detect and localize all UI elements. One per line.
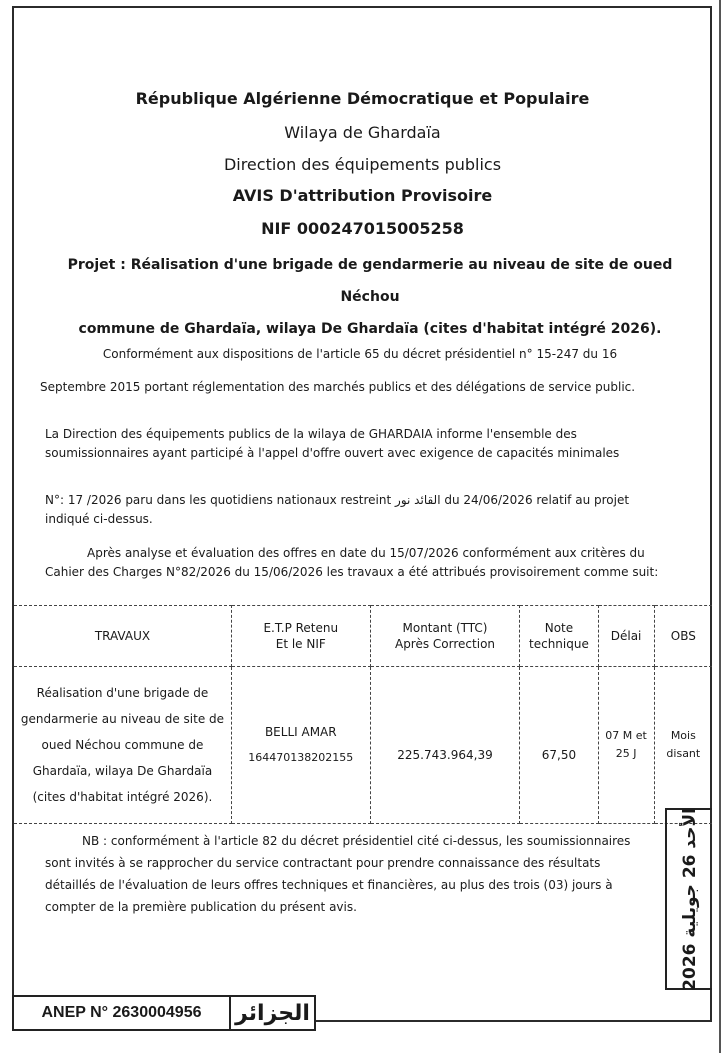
travaux-line-1: Réalisation d'une brigade de	[36, 686, 209, 700]
travaux-line-3: oued Néchou commune de	[41, 738, 204, 752]
header-montant-line-1: Montant (TTC)	[402, 621, 488, 635]
direction-title: Direction des équipements publics	[223, 155, 502, 174]
publication-date-box	[665, 808, 712, 990]
paragraph-publication	[45, 489, 665, 531]
nb-line-3: détaillés de l'évaluation de leurs offres techniques et financières, au plus des trois (03) jours à	[45, 878, 613, 892]
cell-obs	[654, 667, 712, 824]
newspaper-name-arabic: القائد نور	[395, 493, 441, 507]
cell-note: 67,50	[520, 667, 598, 824]
header-note-line-2: technique	[529, 637, 589, 651]
paragraph-legal-basis	[40, 343, 680, 399]
cell-montant: 225.743.964,39	[370, 667, 520, 824]
project-line-2: commune de Ghardaïa, wilaya De Ghardaïa (cites d'habitat intégré 2026).	[78, 321, 662, 337]
table-header-row	[14, 606, 712, 667]
newspaper-logo-text: الجزائر	[235, 1000, 310, 1026]
header-etp-line-2: Et le NIF	[275, 637, 326, 651]
nb-line-2: sont invités à se rapprocher du service contractant pour prendre connaissance des résultats	[45, 856, 601, 870]
table-row	[14, 667, 712, 824]
publication-date-arabic: الأحد 26 جويلية 2026	[679, 807, 700, 991]
obs-line-1: Mois	[670, 729, 696, 742]
delai-line-2: 25 J	[615, 747, 637, 760]
header-note-line-1: Note	[544, 621, 574, 635]
paragraph-3-line-2: indiqué ci-dessus.	[45, 512, 153, 526]
paragraph-1-line-1: Conformément aux dispositions de l'article 65 du décret présidentiel n° 15-247 du 16	[102, 347, 618, 361]
header-etp-line-1: E.T.P Retenu	[263, 621, 339, 635]
republic-title: République Algérienne Démocratique et Populaire	[135, 89, 590, 108]
header-montant	[370, 606, 520, 667]
etp-name: BELLI AMAR	[264, 725, 337, 739]
header-etp	[231, 606, 370, 667]
header-note	[520, 606, 598, 667]
paragraph-4-line-1: Après analyse et évaluation des offres en date du 15/07/2026 conformément aux critères du	[87, 546, 645, 560]
project-description	[60, 249, 680, 345]
paragraph-2-line-2: soumissionnaires ayant participé à l'appel d'offre ouvert avec exigence de capacités minimales	[45, 446, 620, 460]
award-table	[14, 605, 712, 824]
paragraph-3-part-2: du 24/06/2026 relatif au projet	[444, 493, 630, 507]
cell-etp	[231, 667, 370, 824]
obs-line-2: disant	[666, 747, 701, 760]
wilaya-title: Wilaya de Ghardaïa	[284, 123, 441, 142]
paragraph-4-line-2: Cahier des Charges N°82/2026 du 15/06/2026 les travaux a été attribués provisoirement comme suit:	[45, 565, 659, 579]
anep-reference: ANEP N° 2630004956	[12, 995, 231, 1031]
paragraph-1-line-2: Septembre 2015 portant réglementation des marchés publics et des délégations de service public.	[40, 380, 636, 394]
paragraph-evaluation	[45, 542, 670, 584]
notice-title: AVIS D'attribution Provisoire	[232, 186, 493, 205]
travaux-line-4: Ghardaïa, wilaya De Ghardaïa	[32, 764, 213, 778]
project-line-1: Projet : Réalisation d'une brigade de gendarmerie au niveau de site de oued Néchou	[67, 257, 673, 305]
cell-travaux	[14, 667, 231, 824]
header-obs: OBS	[654, 606, 712, 667]
header-delai: Délai	[598, 606, 654, 667]
nb-note	[45, 830, 660, 918]
nb-line-1: NB : conformément à l'article 82 du décret présidentiel cité ci-dessus, les soumissionnaires	[82, 834, 631, 848]
paragraph-3-part-1: N°: 17 /2026 paru dans les quotidiens nationaux restreint	[45, 493, 392, 507]
header-montant-line-2: Après Correction	[394, 637, 496, 651]
newspaper-logo	[231, 995, 316, 1031]
travaux-line-5: (cites d'habitat intégré 2026).	[32, 790, 213, 804]
etp-nif: 164470138202155	[248, 751, 354, 764]
cell-delai	[598, 667, 654, 824]
paragraph-information	[45, 423, 665, 465]
paragraph-2-line-1: La Direction des équipements publics de la wilaya de GHARDAIA informe l'ensemble des	[45, 427, 577, 441]
nb-line-4: compter de la première publication du présent avis.	[45, 900, 357, 914]
delai-line-1: 07 M et	[605, 729, 647, 742]
travaux-line-2: gendarmerie au niveau de site de	[20, 712, 225, 726]
header-travaux: TRAVAUX	[14, 606, 231, 667]
nif-title: NIF 000247015005258	[261, 219, 464, 238]
